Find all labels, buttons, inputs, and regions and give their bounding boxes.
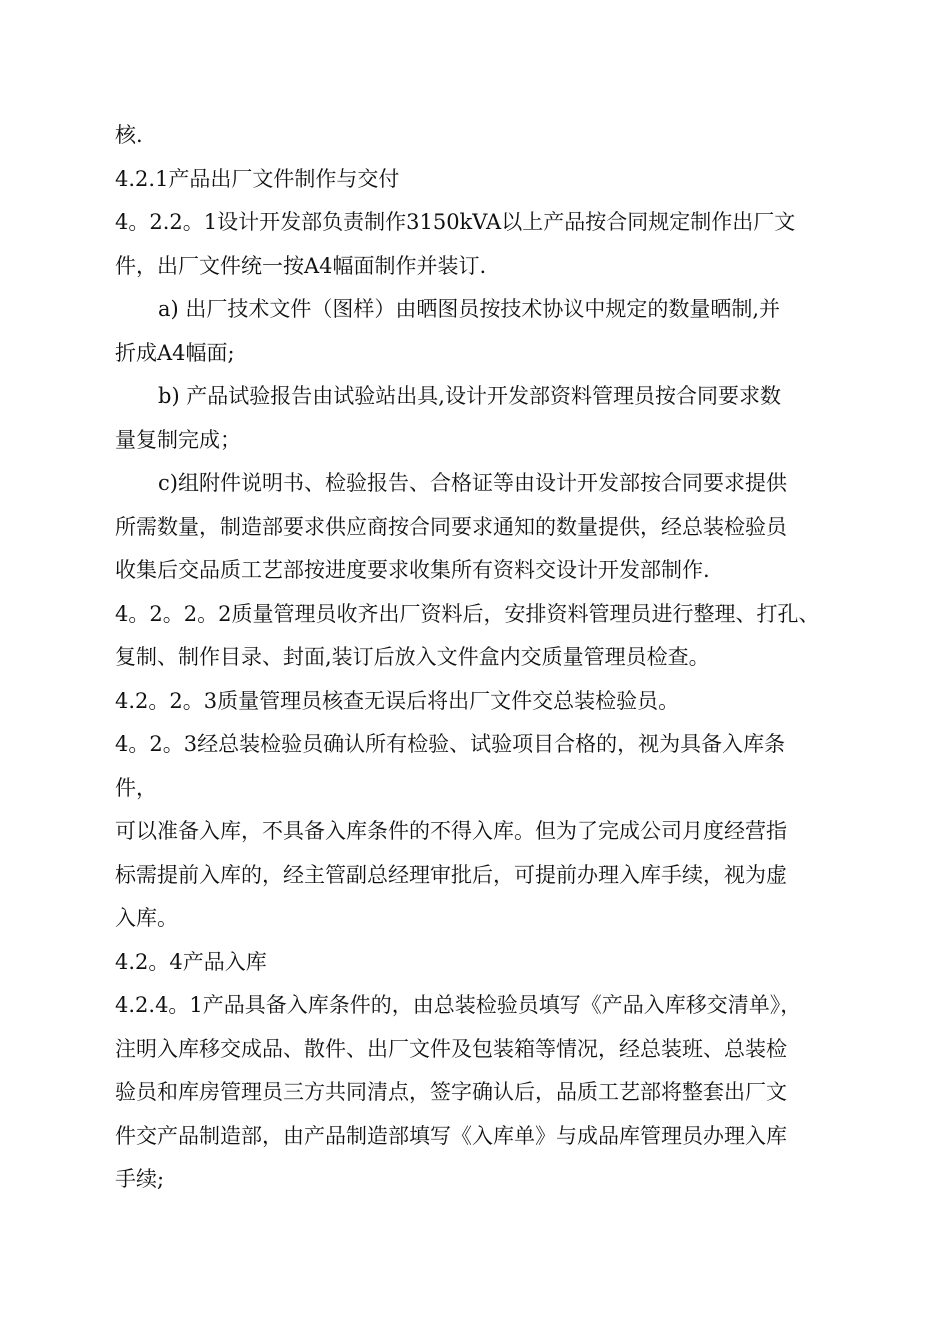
text-line: 注明入库移交成品、散件、出厂文件及包装箱等情况，经总装班、总装检 [115, 1036, 787, 1061]
text-line: 入库。 [115, 906, 178, 930]
list-item-c: c)组附件说明书、检验报告、合格证等由设计开发部按合同要求提供 [158, 471, 787, 495]
text-line: 量复制完成； [115, 427, 241, 452]
section-heading: 4.2.1产品出厂文件制作与交付 [115, 166, 400, 191]
text-line: 件， [115, 775, 157, 800]
section-heading: 4.2。4产品入库 [115, 949, 267, 974]
text-line: 4。2。2。2质量管理员收齐出厂资料后，安排资料管理员进行整理、打孔、 [115, 601, 820, 626]
text-line: 复制、制作目录、封面,装订后放入文件盒内交质量管理员检查。 [115, 645, 710, 669]
text-line: 手续; [115, 1167, 165, 1191]
text-line: 验员和库房管理员三方共同清点，签字确认后，品质工艺部将整套出厂文 [115, 1080, 787, 1104]
document-body [115, 114, 845, 1202]
text-line: 4.2.4。1产品具备入库条件的，由总装检验员填写《产品入库移交清单》， [115, 993, 802, 1017]
list-item-a: a) 出厂技术文件（图样）由晒图员按技术协议中规定的数量晒制,并 [158, 297, 781, 321]
text-line: 所需数量，制造部要求供应商按合同要求通知的数量提供，经总装检验员 [115, 514, 787, 539]
text-line: 件交产品制造部，由产品制造部填写《入库单》与成品库管理员办理入库 [115, 1123, 787, 1148]
text-line: 折成A4幅面; [115, 340, 235, 365]
text-line: 件，出厂文件统一按A4幅面制作并装订. [115, 253, 487, 278]
text-line: 核. [115, 123, 143, 147]
text-line: 收集后交品质工艺部按进度要求收集所有资料交设计开发部制作. [115, 558, 710, 582]
text-line: 标需提前入库的，经主管副总经理审批后，可提前办理入库手续，视为虚 [115, 862, 787, 887]
text-line: 4.2。2。3质量管理员核查无误后将出厂文件交总装检验员。 [115, 688, 680, 713]
list-item-b: b) 产品试验报告由试验站出具,设计开发部资料管理员按合同要求数 [158, 384, 781, 408]
text-line: 可以准备入库，不具备入库条件的不得入库。但为了完成公司月度经营指 [115, 819, 787, 843]
text-line: 4。2。3经总装检验员确认所有检验、试验项目合格的，视为具备入库条 [115, 732, 786, 756]
text-line: 4。2.2。1设计开发部负责制作3150kVA以上产品按合同规定制作出厂文 [115, 210, 796, 234]
